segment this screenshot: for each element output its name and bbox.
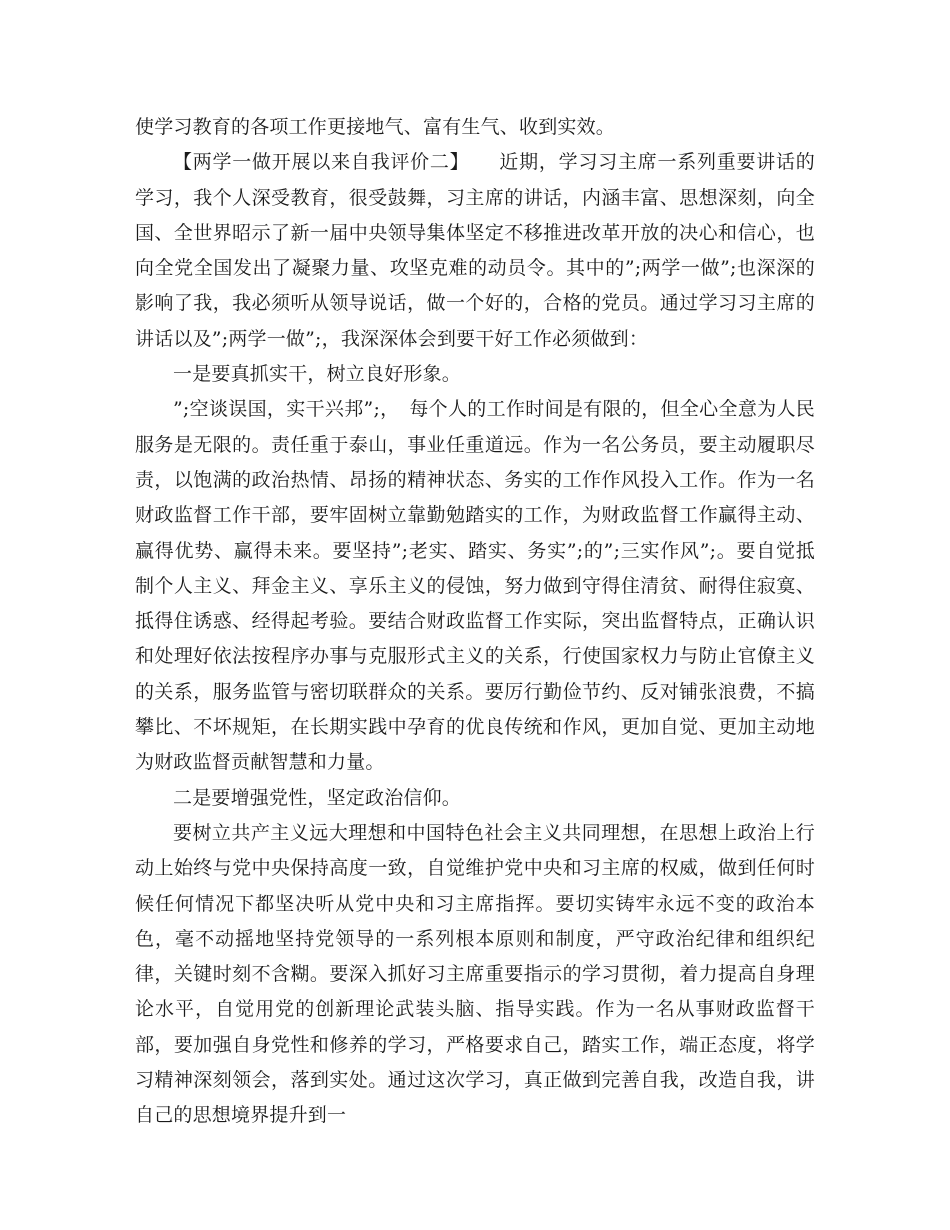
- document-body: [135, 110, 815, 1134]
- paragraph-continuation: 使学习教育的各项工作更接地气、富有生气、收到实效。: [135, 116, 616, 138]
- paragraph-self-evaluation-intro: 【两学一做开展以来自我评价二】 近期，学习习主席一系列重要讲话的学习，我个人深受教育，很受鼓舞，习主席的讲话，内涵丰富、思想深刻，向全国、全世界昭示了新一届中央领导集体坚定不移推进改革开放的决心和信心，也向全党全国发出了凝聚力量、攻坚克难的动员令。其中的”;两学一做”;也深深的影响了我，我必须听从领导说话，做一个好的，合格的党员。通过学习习主席的讲话以及”;两学一做”;，我深深体会到要干好工作必须做到：: [135, 151, 815, 350]
- paragraph-point-two-body: 要树立共产主义远大理想和中国特色社会主义共同理想，在思想上政治上行动上始终与党中央保持高度一致，自觉维护党中央和习主席的权威，做到任何时候任何情况下都坚决听从党中央和习主席指挥。要切实铸牢永远不变的政治本色，毫不动摇地坚持党领导的一系列根本原则和制度，严守政治纪律和组织纪律，关键时刻不含糊。要深入抓好习主席重要指示的学习贯彻，着力提高自身理论水平，自觉用党的创新理论武装头脑、指导实践。作为一名从事财政监督干部，要加强自身党性和修养的学习，严格要求自己，踏实工作，端正态度，将学习精神深刻领会，落到实处。通过这次学习，真正做到完善自我，改造自我，讲自己的思想境界提升到一: [135, 821, 815, 1127]
- paragraph-heading-point-one: 一是要真抓实干，树立良好形象。: [173, 363, 462, 386]
- paragraph-point-one-body: ”;空谈误国，实干兴邦”;， 每个人的工作时间是有限的，但全心全意为人民服务是无限的。责任重于泰山，事业任重道远。作为一名公务员，要主动履职尽责，以饱满的政治热情、昂扬的精神状态、务实的工作作风投入工作。作为一名财政监督工作干部，要牢固树立靠勤勉踏实的工作，为财政监督工作赢得主动、赢得优势、赢得未来。要坚持”;老实、踏实、务实”;的”;三实作风”;。要自觉抵制个人主义、拜金主义、享乐主义的侵蚀，努力做到守得住清贫、耐得住寂寞、抵得住诱惑、经得起考验。要结合财政监督工作实际，突出监督特点，正确认识和处理好依法按程序办事与克服形式主义的关系，行使国家权力与防止官僚主义的关系，服务监管与密切联群众的关系。要厉行勤俭节约、反对铺张浪费，不搞攀比、不坏规矩，在长期实践中孕育的优良传统和作风，更加自觉、更加主动地为财政监督贡献智慧和力量。: [135, 398, 815, 774]
- paragraph-heading-point-two: 二是要增强党性，坚定政治信仰。: [173, 786, 462, 809]
